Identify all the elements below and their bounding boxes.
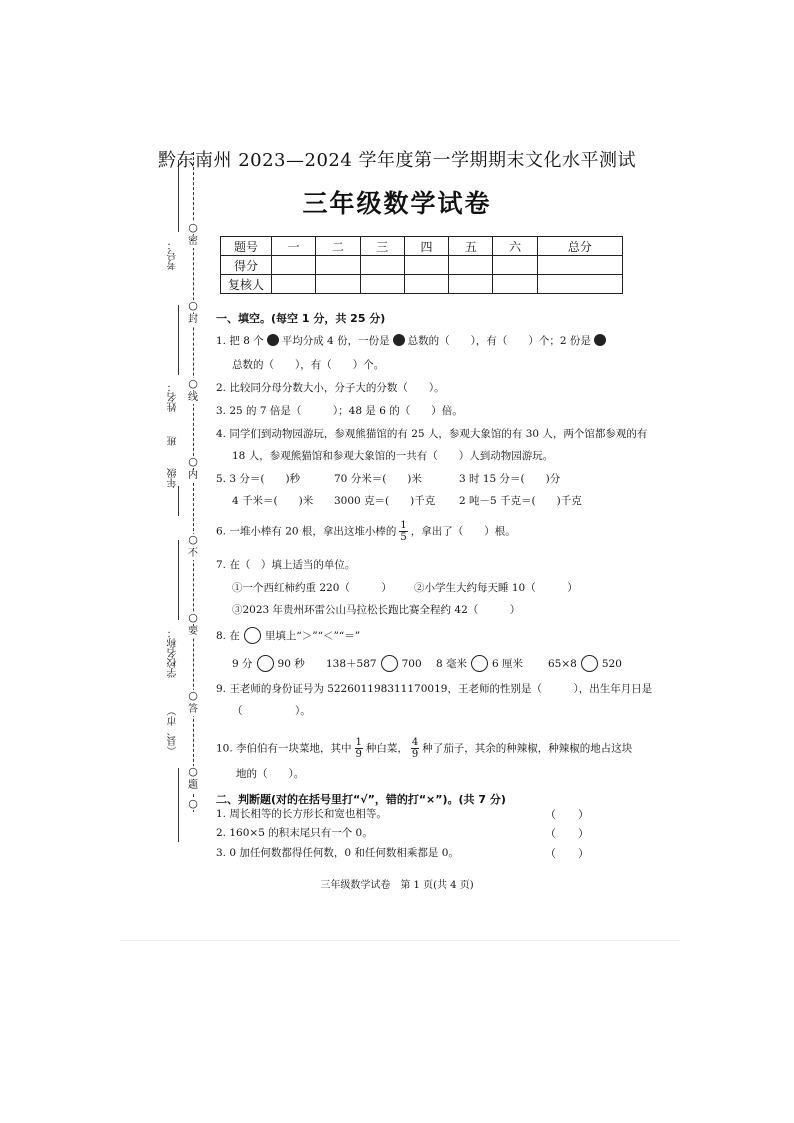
score-table-header-cell: 二: [316, 237, 360, 256]
answer-circle[interactable]: [381, 655, 398, 672]
score-cell[interactable]: [537, 275, 622, 294]
q5-item: 5. 3 分＝( )秒: [216, 473, 301, 485]
q1-text-c: 总数的（ ），有（ ）个；2 份是: [407, 335, 591, 347]
answer-circle[interactable]: [471, 655, 488, 672]
binding-marker: 答: [188, 704, 198, 715]
answer-circle[interactable]: [257, 655, 274, 672]
compare-left: 8 毫米: [436, 658, 468, 670]
question-10-line2: 地的（ ）。: [236, 768, 305, 780]
compare-left: 138＋587: [326, 658, 377, 670]
binding-marker: ○: [188, 797, 198, 810]
section2-heading: 二、判断题(对的在括号里打“√”，错的打“×”)。(共 7 分): [216, 793, 506, 806]
fraction-denominator: 5: [400, 532, 407, 543]
school-name-line: [178, 540, 179, 620]
score-table-header-cell: 四: [404, 237, 448, 256]
judge-item-2: 2. 160×5 的积末尾只有一个 0。: [216, 827, 373, 839]
score-cell[interactable]: [360, 275, 404, 294]
county-line: [178, 768, 179, 842]
score-table: [220, 236, 623, 294]
binding-marker: ○: [188, 765, 198, 778]
fraction: [411, 737, 419, 760]
score-cell[interactable]: [272, 275, 316, 294]
question-2: 2. 比较同分母分数大小，分子大的分数（ ）。: [216, 382, 445, 394]
fraction: [355, 737, 363, 760]
grade-line: [178, 486, 179, 516]
fraction: [399, 520, 407, 543]
fraction-denominator: 9: [411, 749, 419, 760]
binding-marker: ○: [188, 533, 198, 546]
binding-marker: 密: [188, 236, 198, 247]
judge-answer-paren[interactable]: （ ）: [545, 808, 589, 821]
score-table-header-cell: 六: [493, 237, 537, 256]
q7-item: ③2023 年贵州环雷公山马拉松长跑比赛全程约 42（ ）: [232, 604, 521, 616]
q1-text-b: 平均分成 4 份，一份是: [281, 335, 390, 347]
q7-item: ①一个西红柿约重 220（ ）: [232, 582, 392, 594]
score-cell[interactable]: [272, 256, 316, 275]
q8-text-b: 里填上“＞”“＜”“＝”: [264, 630, 361, 642]
score-cell[interactable]: [449, 256, 493, 275]
ball-icon: [594, 334, 606, 346]
q5-item: 3000 克＝( )千克: [334, 495, 436, 507]
q1-text-a: 1. 把 8 个: [216, 335, 264, 347]
score-table-header-cell: 五: [449, 237, 493, 256]
page-footer: 三年级数学试卷 第 1 页(共 4 页): [320, 880, 474, 891]
score-table-header-cell: 三: [360, 237, 404, 256]
question-1-line1: [216, 334, 609, 348]
compare-circle-icon: [244, 627, 261, 644]
compare-left: 9 分: [232, 658, 253, 670]
q6-text-a: 6. 一堆小棒有 20 根，拿出这堆小棒的: [216, 525, 397, 538]
score-table-header-cell: 总分: [537, 237, 622, 256]
binding-marker: ○: [188, 299, 198, 312]
ball-icon: [267, 334, 279, 346]
q8-compare: [548, 655, 622, 672]
grade-label: 年级: [168, 468, 179, 488]
q8-compare: [232, 655, 305, 672]
county-label: （县、市）: [168, 706, 179, 756]
binding-marker: ○: [188, 221, 198, 234]
compare-right: 6 厘米: [492, 658, 524, 670]
compare-right: 90 秒: [277, 658, 305, 670]
fraction-numerator: 1: [355, 737, 362, 748]
binding-marker: 封: [188, 314, 198, 325]
score-table-header-cell: 一: [272, 237, 316, 256]
question-9-line1: 9. 王老师的身份证号为 522601198311170019，王老师的性别是（ ），出生年月日是: [216, 683, 653, 695]
compare-right: 520: [601, 658, 622, 670]
score-table-row-label: 复核人: [221, 275, 272, 294]
judge-answer-paren[interactable]: （ ）: [545, 827, 589, 840]
q8-text-a: 8. 在: [216, 630, 240, 642]
judge-answer-paren[interactable]: （ ）: [545, 847, 589, 860]
q8-compare: [436, 655, 523, 672]
binding-marker: ○: [188, 377, 198, 390]
exam-number-label: 考号：: [168, 240, 179, 270]
score-table-row-label: 得分: [221, 256, 272, 275]
score-cell[interactable]: [449, 275, 493, 294]
binding-marker: 内: [188, 470, 198, 481]
question-8-stem: [216, 627, 360, 644]
judge-item-3: 3. 0 加任何数都得任何数，0 和任何数相乘都是 0。: [216, 847, 459, 859]
score-cell[interactable]: [404, 256, 448, 275]
binding-marker: ○: [188, 611, 198, 624]
q5-item: 3 时 15 分＝( )分: [459, 473, 561, 485]
q10-text-c: 种了茄子，其余的种辣椒，种辣椒的地占这块: [422, 742, 633, 755]
score-cell[interactable]: [360, 256, 404, 275]
question-6: [216, 520, 516, 543]
q5-item: 70 分米＝( )米: [334, 473, 422, 485]
score-cell[interactable]: [316, 275, 360, 294]
question-7-stem: 7. 在（ ）填上适当的单位。: [216, 559, 356, 571]
binding-marker: 题: [188, 780, 198, 791]
name-line: [178, 305, 179, 375]
exam-title: 黔东南州 2023—2024 学年度第一学期期末文化水平测试: [157, 150, 637, 171]
school-name-label: 学校名称：: [168, 628, 179, 678]
binding-marker: 线: [188, 392, 198, 403]
binding-marker: ○: [188, 455, 198, 468]
compare-left: 65×8: [548, 658, 577, 670]
q6-text-b: ，拿出了（ ）根。: [410, 525, 516, 538]
judge-item-1: 1. 周长相等的长方形长和宽也相等。: [216, 808, 387, 820]
fraction-numerator: 1: [400, 520, 407, 531]
question-10-line1: [216, 737, 632, 760]
score-table-header-cell: 题号: [221, 237, 272, 256]
score-cell[interactable]: [537, 256, 622, 275]
score-table-row: [221, 275, 623, 294]
q5-item: 2 吨－5 千克＝( )千克: [459, 495, 582, 507]
fraction-numerator: 4: [411, 737, 419, 748]
binding-marker: 不: [188, 548, 198, 559]
score-cell[interactable]: [316, 256, 360, 275]
exam-subtitle: 三年级数学试卷: [302, 189, 492, 218]
score-table-header-row: [221, 237, 623, 256]
scan-fold-line: [120, 940, 680, 941]
q7-item: ②小学生大约每天睡 10（ ）: [414, 582, 578, 594]
binding-marker: ○: [188, 689, 198, 702]
section1-heading: 一、填空。(每空 1 分，共 25 分): [216, 312, 386, 325]
compare-right: 700: [401, 658, 422, 670]
fraction-denominator: 9: [355, 749, 362, 760]
score-cell[interactable]: [404, 275, 448, 294]
question-4-line2: 18 人，参观熊猫馆和参观大象馆的一共有（ ）人到动物园游玩。: [232, 450, 554, 462]
answer-circle[interactable]: [581, 655, 598, 672]
q8-compare: [326, 655, 422, 672]
class-label: 班: [168, 436, 179, 446]
name-label: 姓名：: [168, 382, 179, 412]
question-4-line1: 4. 同学们到动物园游玩，参观熊猫馆的有 25 人，参观大象馆的有 30 人，两个馆都参观的有: [216, 428, 648, 440]
score-cell[interactable]: [493, 256, 537, 275]
q10-text-a: 10. 李伯伯有一块菜地，其中: [216, 742, 352, 755]
binding-marker: 要: [188, 626, 198, 637]
q10-text-b: 种白菜，: [365, 742, 408, 755]
question-3: 3. 25 的 7 倍是（ ）；48 是 6 的（ ）倍。: [216, 405, 463, 417]
score-cell[interactable]: [493, 275, 537, 294]
score-table-row: [221, 256, 623, 275]
q5-item: 4 千米＝( )米: [232, 495, 314, 507]
q1-text-d: 总数的（ ），有（ ）个。: [232, 359, 385, 371]
question-9-line2: （ ）。: [232, 705, 311, 717]
ball-icon: [393, 334, 405, 346]
